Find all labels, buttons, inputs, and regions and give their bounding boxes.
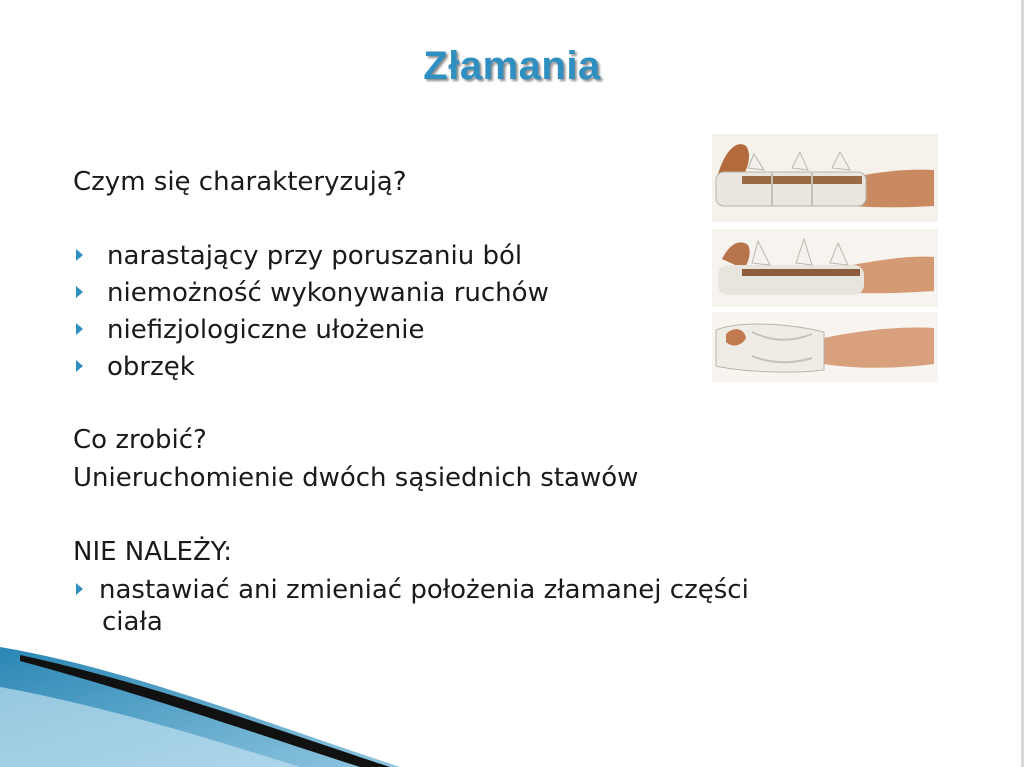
list-item-continuation: ciała [102,607,163,637]
bullet-arrow-icon [76,583,83,595]
bullet-arrow-icon [76,286,83,298]
section-heading-characteristics: Czym się charakteryzują? [73,167,407,197]
decorative-swoosh [0,647,400,767]
section-heading-what-to-do: Co zrobić? [73,425,207,455]
splint-panel-2 [712,229,938,307]
slide-title: Złamania [423,44,601,88]
list-item: niemożność wykonywania ruchów [76,277,549,309]
bullet-arrow-icon [76,360,83,372]
splint-panel-1 [712,134,938,222]
list-item: niefizjologiczne ułożenie [76,314,425,346]
what-to-do-text: Unieruchomienie dwóch sąsiednich stawów [73,463,639,493]
list-item: nastawiać ani zmieniać położenia złamanej części [76,574,749,606]
splinted-leg-illustration [712,134,938,382]
bullet-arrow-icon [76,249,83,261]
list-item: obrzęk [76,351,195,383]
splint-panel-3 [712,312,938,382]
list-item: narastający przy poruszaniu ból [76,240,522,272]
section-heading-do-not: NIE NALEŻY: [73,537,232,567]
bullet-arrow-icon [76,323,83,335]
